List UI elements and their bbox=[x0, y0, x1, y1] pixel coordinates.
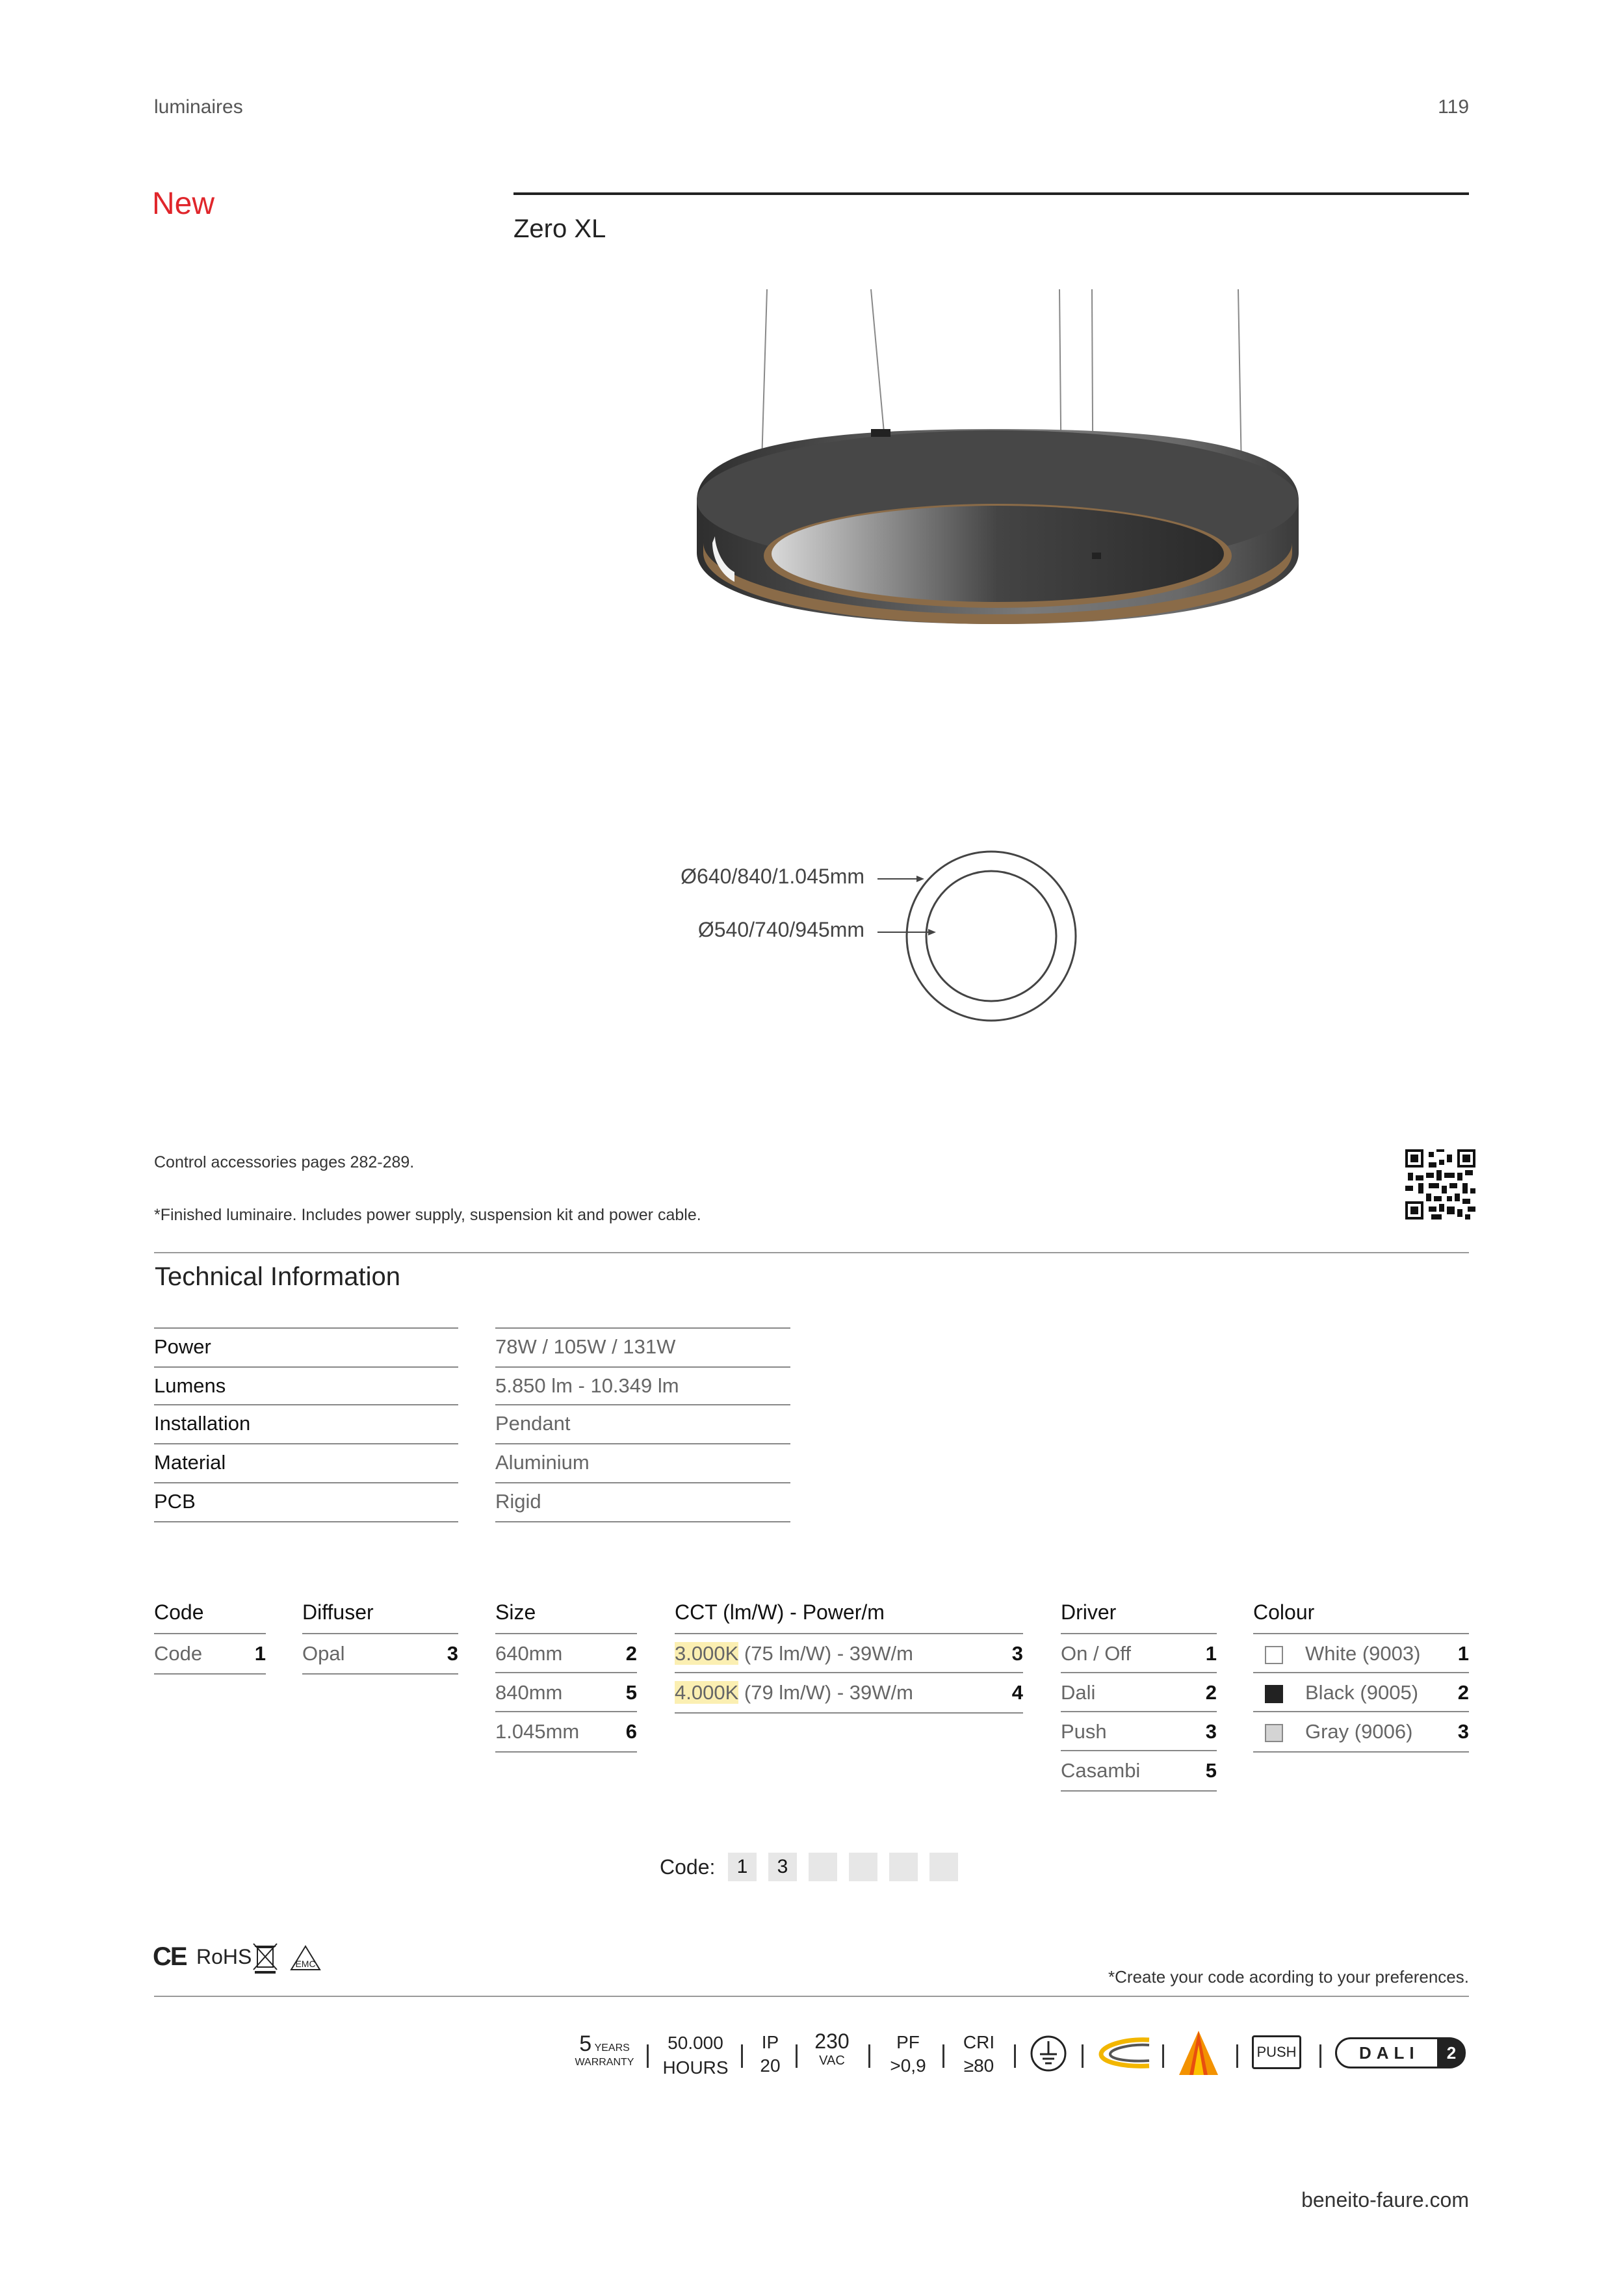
tech-row-pcb-value bbox=[495, 1482, 790, 1522]
option-number: 5 bbox=[1205, 1759, 1217, 1782]
tech-row-material-value bbox=[495, 1443, 790, 1482]
option-number: 2 bbox=[625, 1642, 637, 1665]
option-number: 6 bbox=[625, 1720, 637, 1743]
technical-title: Technical Information bbox=[155, 1262, 400, 1291]
spec-separator bbox=[1236, 2044, 1238, 2068]
earth-icon bbox=[1030, 2035, 1067, 2072]
product-name: Zero XL bbox=[513, 215, 606, 243]
warranty-years-num: 5 bbox=[579, 2031, 592, 2056]
tech-label: Power bbox=[154, 1335, 211, 1358]
tech-row-pcb bbox=[154, 1482, 458, 1522]
option-label: 640mm bbox=[495, 1642, 563, 1665]
spec-separator bbox=[942, 2044, 944, 2068]
code-box[interactable]: 3 bbox=[768, 1853, 797, 1881]
colour-option-black[interactable] bbox=[1253, 1672, 1469, 1712]
code-box[interactable] bbox=[929, 1853, 958, 1881]
control-note: Control accessories pages 282-289. bbox=[154, 1153, 415, 1171]
tech-row-lumens bbox=[154, 1366, 458, 1405]
casambi-icon bbox=[1097, 2036, 1153, 2070]
driver-option[interactable] bbox=[1061, 1711, 1217, 1751]
title-rule bbox=[513, 192, 1469, 195]
footer-divider bbox=[154, 1996, 1469, 1997]
dali-badge bbox=[1335, 2037, 1465, 2068]
driver-option[interactable] bbox=[1061, 1633, 1217, 1673]
weee-bin-icon bbox=[252, 1941, 278, 1974]
outer-diameter-label: Ø640/840/1.045mm bbox=[681, 865, 864, 888]
option-label: Casambi bbox=[1061, 1759, 1141, 1782]
ip-spec bbox=[751, 2031, 789, 2078]
colour-option-gray[interactable] bbox=[1253, 1711, 1469, 1753]
option-number: 2 bbox=[1457, 1681, 1469, 1704]
size-option[interactable] bbox=[495, 1672, 637, 1712]
cct-detail: (75 lm/W) - 39W/m bbox=[738, 1642, 913, 1665]
cct-column-header: CCT (lm/W) - Power/m bbox=[675, 1600, 885, 1624]
option-label: Opal bbox=[302, 1642, 345, 1665]
tech-value: Aluminium bbox=[495, 1451, 590, 1474]
tech-value: Rigid bbox=[495, 1490, 541, 1513]
option-number: 3 bbox=[1457, 1720, 1469, 1743]
ce-mark: CE bbox=[153, 1942, 187, 1971]
page-number: 119 bbox=[1438, 96, 1469, 118]
option-number: 1 bbox=[1205, 1642, 1217, 1665]
colour-option-white[interactable] bbox=[1253, 1633, 1469, 1673]
voltage-spec bbox=[806, 2029, 858, 2068]
option-number: 3 bbox=[1011, 1642, 1023, 1665]
white-swatch bbox=[1265, 1646, 1283, 1664]
tech-value: Pendant bbox=[495, 1412, 571, 1435]
warranty-label: WARRANTY bbox=[575, 2057, 634, 2068]
cct-value: 3.000K bbox=[675, 1642, 739, 1665]
spec-separator bbox=[796, 2044, 798, 2068]
pf-spec bbox=[879, 2031, 937, 2078]
code-builder-label: Code: bbox=[660, 1855, 716, 1879]
tech-row-lumens-value bbox=[495, 1366, 790, 1405]
tech-value: 5.850 lm - 10.349 lm bbox=[495, 1374, 679, 1397]
new-badge: New bbox=[152, 187, 215, 221]
black-swatch bbox=[1265, 1685, 1283, 1703]
section-label: luminaires bbox=[154, 96, 243, 118]
ip-label: IP bbox=[761, 2032, 779, 2052]
colour-column-header: Colour bbox=[1253, 1600, 1315, 1624]
option-label: Dali bbox=[1061, 1681, 1096, 1704]
website-link[interactable]: beneito-faure.com bbox=[1301, 2188, 1469, 2211]
tech-row-material bbox=[154, 1443, 458, 1482]
cct-value: 4.000K bbox=[675, 1681, 739, 1704]
spec-separator bbox=[868, 2044, 870, 2068]
tech-row-power bbox=[154, 1327, 458, 1366]
cri-spec bbox=[953, 2031, 1005, 2078]
warranty-years-label: YEARS bbox=[594, 2042, 630, 2054]
flame-icon bbox=[1178, 2029, 1219, 2076]
size-option[interactable] bbox=[495, 1633, 637, 1673]
section-divider bbox=[154, 1252, 1469, 1253]
option-number: 3 bbox=[1205, 1720, 1217, 1743]
option-label: 1.045mm bbox=[495, 1720, 580, 1743]
option-label: On / Off bbox=[1061, 1642, 1131, 1665]
option-label: Gray (9006) bbox=[1305, 1720, 1413, 1743]
hours-num: 50.000 bbox=[668, 2033, 723, 2053]
inner-diameter-label: Ø540/740/945mm bbox=[697, 918, 864, 941]
spec-separator bbox=[1082, 2044, 1084, 2068]
rohs-mark: RoHS bbox=[196, 1945, 252, 1968]
size-option[interactable] bbox=[495, 1711, 637, 1753]
tech-label: PCB bbox=[154, 1490, 196, 1513]
code-box[interactable] bbox=[849, 1853, 877, 1881]
voltage-label: VAC bbox=[819, 2054, 845, 2068]
hours-label: HOURS bbox=[662, 2057, 729, 2078]
diffuser-option[interactable] bbox=[302, 1633, 458, 1675]
size-column-header: Size bbox=[495, 1600, 536, 1624]
option-number: 3 bbox=[447, 1642, 458, 1665]
driver-option[interactable] bbox=[1061, 1672, 1217, 1712]
gray-swatch bbox=[1265, 1724, 1283, 1742]
tech-label: Lumens bbox=[154, 1374, 226, 1397]
code-option[interactable] bbox=[154, 1633, 266, 1675]
cri-value: ≥80 bbox=[963, 2055, 994, 2076]
cct-option[interactable] bbox=[675, 1672, 1023, 1714]
code-box[interactable] bbox=[809, 1853, 837, 1881]
code-column-header: Code bbox=[154, 1600, 204, 1624]
cri-label: CRI bbox=[963, 2032, 995, 2052]
option-number: 1 bbox=[1457, 1642, 1469, 1665]
pf-value: >0,9 bbox=[890, 2055, 926, 2076]
spec-separator bbox=[1319, 2044, 1321, 2068]
finished-note: *Finished luminaire. Includes power supply, suspension kit and power cable. bbox=[154, 1206, 701, 1224]
option-number: 1 bbox=[254, 1642, 266, 1665]
ip-value: 20 bbox=[760, 2055, 781, 2076]
tech-label: Material bbox=[154, 1451, 226, 1474]
dali-version: 2 bbox=[1437, 2038, 1466, 2068]
dali-label: DALI bbox=[1359, 2043, 1420, 2063]
dimension-drawing bbox=[871, 839, 1092, 1034]
option-label: Code bbox=[154, 1642, 203, 1665]
option-label: White (9003) bbox=[1305, 1642, 1421, 1665]
tech-label: Installation bbox=[154, 1412, 251, 1435]
spec-separator bbox=[1162, 2044, 1164, 2068]
code-box[interactable] bbox=[889, 1853, 918, 1881]
push-badge: PUSH bbox=[1252, 2035, 1301, 2069]
code-note: *Create your code acording to your preferences. bbox=[1108, 1967, 1469, 1987]
spec-separator bbox=[1014, 2044, 1016, 2068]
diffuser-column-header: Diffuser bbox=[302, 1600, 374, 1624]
voltage-num: 230 bbox=[814, 2029, 850, 2053]
emc-icon bbox=[287, 1944, 324, 1972]
code-box[interactable]: 1 bbox=[728, 1853, 757, 1881]
pf-label: PF bbox=[896, 2032, 920, 2052]
warranty-spec bbox=[572, 2031, 637, 2068]
option-number: 5 bbox=[625, 1681, 637, 1704]
qr-code-icon[interactable] bbox=[1405, 1149, 1475, 1220]
option-label: Push bbox=[1061, 1720, 1107, 1743]
tech-value: 78W / 105W / 131W bbox=[495, 1335, 676, 1358]
option-label: Black (9005) bbox=[1305, 1681, 1419, 1704]
spec-separator bbox=[741, 2044, 743, 2068]
driver-option[interactable] bbox=[1061, 1750, 1217, 1792]
hours-spec bbox=[658, 2031, 733, 2080]
driver-column-header: Driver bbox=[1061, 1600, 1117, 1624]
emc-label: EMC bbox=[295, 1959, 316, 1969]
product-image bbox=[676, 286, 1313, 650]
option-number: 4 bbox=[1011, 1681, 1023, 1704]
cct-option[interactable] bbox=[675, 1633, 1023, 1673]
tech-row-installation-value bbox=[495, 1404, 790, 1443]
cct-detail: (79 lm/W) - 39W/m bbox=[738, 1681, 913, 1704]
option-number: 2 bbox=[1205, 1681, 1217, 1704]
tech-row-installation bbox=[154, 1404, 458, 1443]
option-label: 840mm bbox=[495, 1681, 563, 1704]
spec-separator bbox=[647, 2044, 649, 2068]
tech-row-power-value bbox=[495, 1327, 790, 1366]
